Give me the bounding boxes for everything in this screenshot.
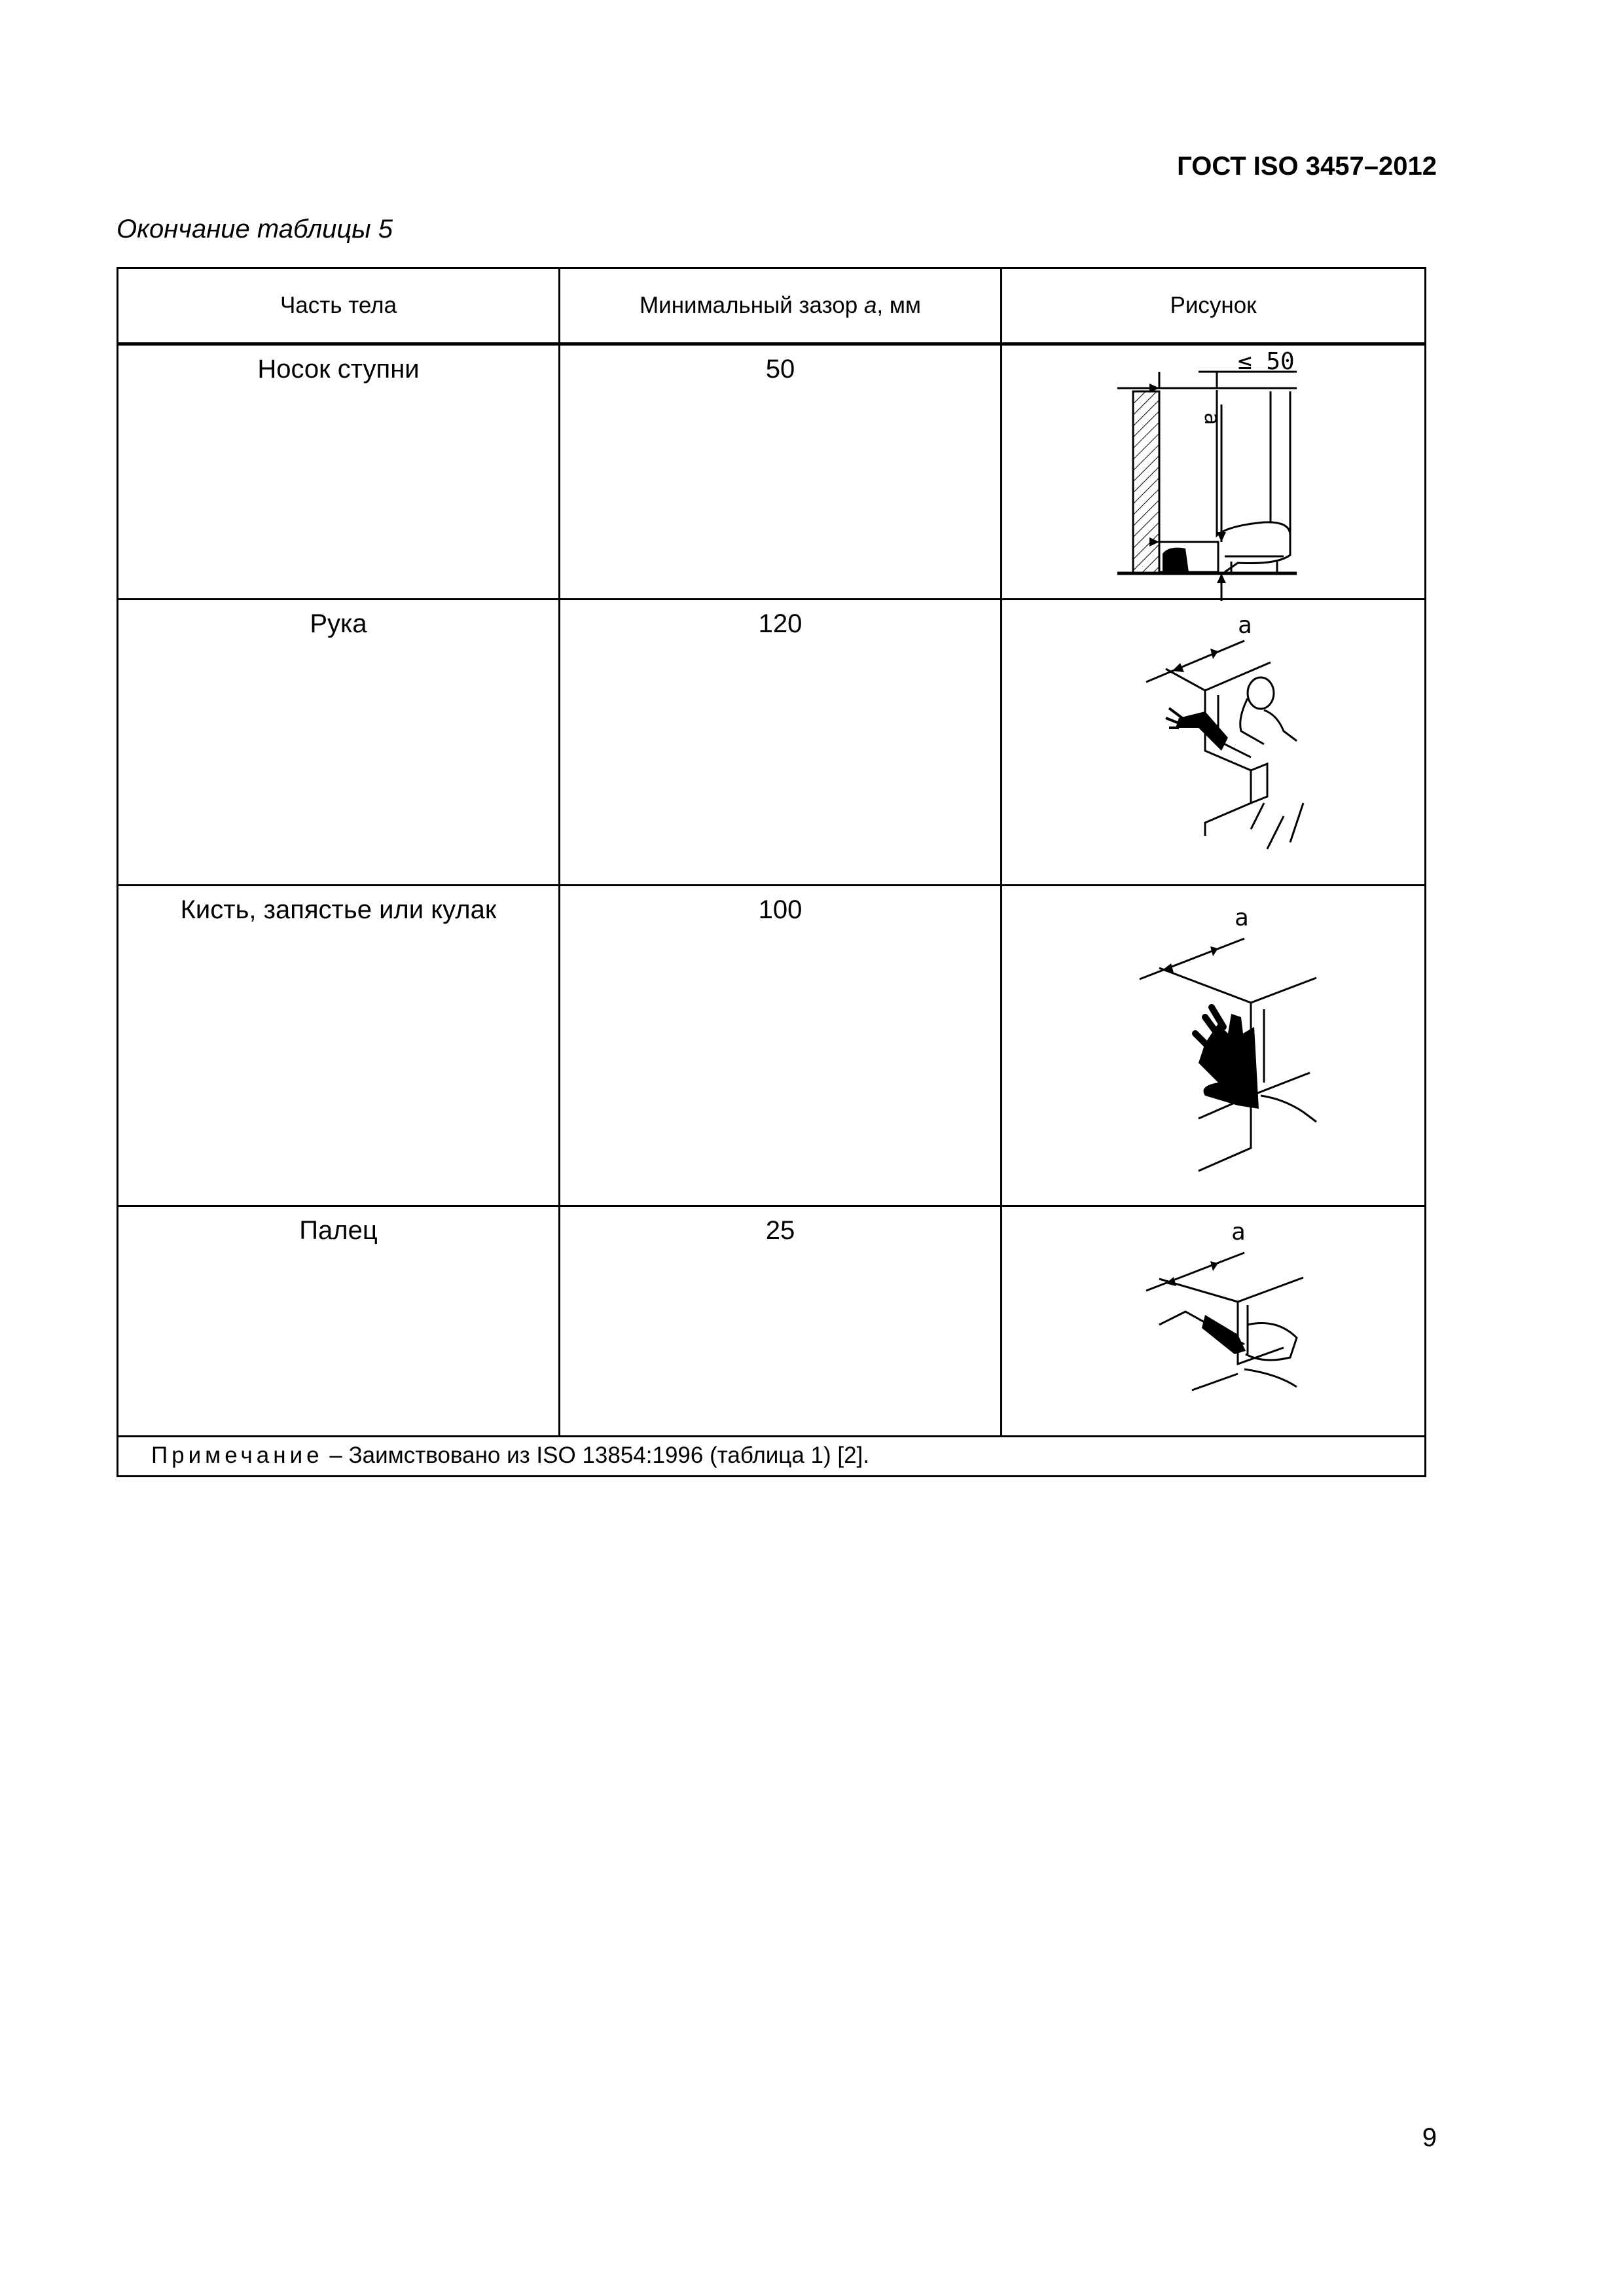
table-row — [118, 1206, 1426, 1437]
cell-body-part: Носок ступни — [118, 344, 560, 600]
max-gap-label: ≤ 50 — [1238, 348, 1295, 375]
clearance-table — [117, 267, 1426, 1477]
table-row — [118, 344, 1426, 600]
cell-figure — [1001, 886, 1426, 1206]
table-note: Примечание – Заимствовано из ISO 13854:1996 (таблица 1) [2]. — [118, 1437, 1426, 1477]
header-min-gap: Минимальный зазор a, мм — [560, 268, 1001, 344]
dimension-label: a — [1231, 1219, 1246, 1246]
cell-body-part: Палец — [118, 1206, 560, 1437]
cell-min-gap: 120 — [560, 600, 1001, 886]
dimension-label: a — [1200, 412, 1225, 425]
table-header-row — [118, 268, 1426, 344]
page-number: 9 — [1422, 2123, 1437, 2152]
finger-clearance-figure — [1002, 1207, 1426, 1437]
table-row — [118, 600, 1426, 886]
header-body-part: Часть тела — [118, 268, 560, 344]
cell-min-gap: 100 — [560, 886, 1001, 1206]
table-note-row — [118, 1437, 1426, 1477]
cell-body-part: Рука — [118, 600, 560, 886]
hand-clearance-figure — [1002, 886, 1426, 1207]
header-figure: Рисунок — [1001, 268, 1426, 344]
toe-clearance-figure — [1002, 346, 1426, 601]
cell-min-gap: 25 — [560, 1206, 1001, 1437]
cell-figure — [1001, 344, 1426, 600]
dimension-label: a — [1235, 905, 1249, 931]
cell-figure — [1001, 1206, 1426, 1437]
arm-clearance-figure — [1002, 600, 1426, 886]
table-row — [118, 886, 1426, 1206]
dimension-label: a — [1238, 612, 1252, 639]
document-id: ГОСТ ISO 3457–2012 — [1177, 152, 1437, 181]
cell-body-part: Кисть, запястье или кулак — [118, 886, 560, 1206]
cell-figure — [1001, 600, 1426, 886]
dimension-symbol: a — [863, 293, 877, 318]
cell-min-gap: 50 — [560, 344, 1001, 600]
table-caption: Окончание таблицы 5 — [117, 215, 393, 243]
